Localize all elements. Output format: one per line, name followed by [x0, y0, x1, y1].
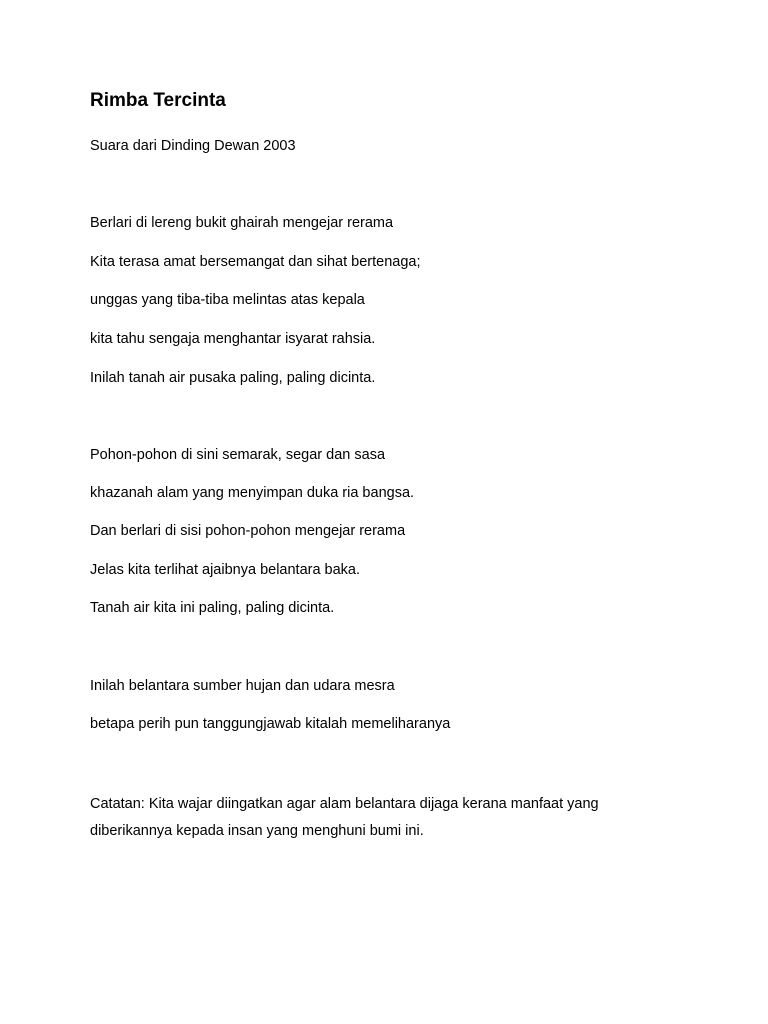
stanza-1-line-1: Berlari di lereng bukit ghairah mengejar rerama: [90, 215, 394, 231]
stanza-2-line-3: Dan berlari di sisi pohon-pohon mengejar rerama: [90, 523, 406, 539]
stanza-1-line-2: Kita terasa amat bersemangat dan sihat bertenaga;: [90, 254, 421, 270]
stanza-3-line-1: Inilah belantara sumber hujan dan udara mesra: [90, 678, 395, 694]
poem-title: Rimba Tercinta: [90, 90, 226, 111]
stanza-2-line-2: khazanah alam yang menyimpan duka ria bangsa.: [90, 485, 415, 501]
stanza-1-line-4: kita tahu sengaja menghantar isyarat rahsia.: [90, 331, 376, 347]
stanza-2-line-4: Jelas kita terlihat ajaibnya belantara baka.: [90, 562, 361, 578]
stanza-1-line-3: unggas yang tiba-tiba melintas atas kepala: [90, 292, 365, 308]
stanza-3-line-2: betapa perih pun tanggungjawab kitalah memeliharanya: [90, 716, 451, 732]
stanza-2-line-5: Tanah air kita ini paling, paling dicinta.: [90, 600, 335, 616]
stanza-2-line-1: Pohon-pohon di sini semarak, segar dan sasa: [90, 447, 386, 463]
stanza-1-line-5: Inilah tanah air pusaka paling, paling dicinta.: [90, 370, 376, 386]
note-paragraph: Catatan: Kita wajar diingatkan agar alam belantara dijaga kerana manfaat yang diberikannya kepada insan yang menghuni bumi ini.: [90, 796, 599, 839]
poem-source: Suara dari Dinding Dewan 2003: [90, 138, 296, 154]
